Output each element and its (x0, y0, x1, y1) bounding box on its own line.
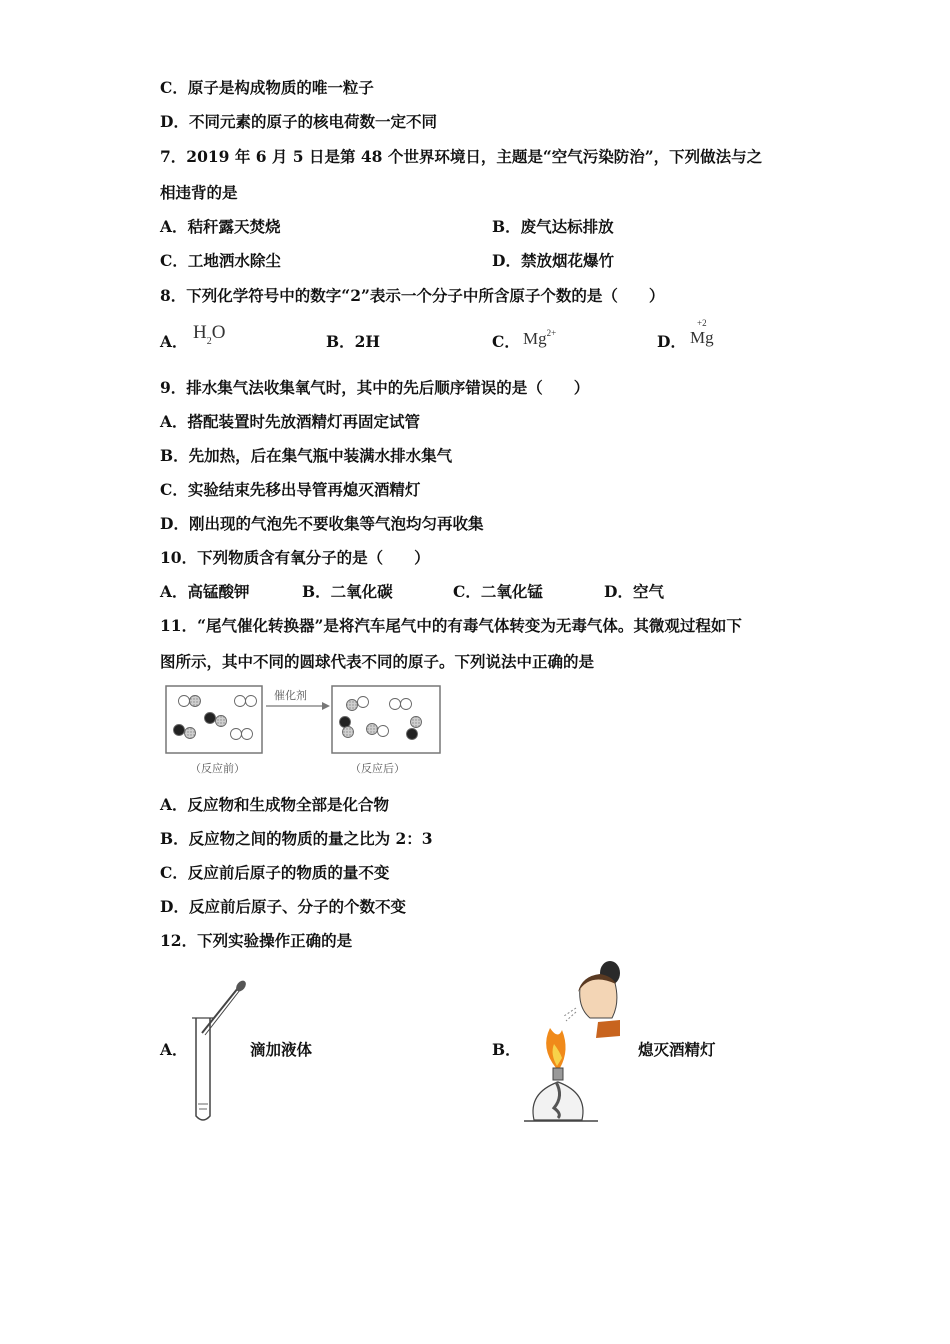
after-caption: （反应后） (350, 762, 405, 775)
catalyst-arrow (266, 688, 330, 710)
q8-d-main: Mg (690, 328, 714, 347)
q10-option-d: D．空气 (604, 582, 664, 601)
q8-option-c-formula (523, 328, 556, 349)
q9-option-a: A．搭配装置时先放酒精灯再固定试管 (160, 412, 421, 431)
q7-option-b: B．废气达标排放 (492, 217, 614, 236)
q11-option-d: D．反应前后原子、分子的个数不变 (160, 897, 406, 916)
q8-option-a-label: A． (160, 332, 188, 351)
q12-option-b-caption: 熄灭酒精灯 (638, 1040, 716, 1059)
q12-option-a-caption: 滴加液体 (250, 1040, 313, 1059)
q9-option-b: B．先加热，后在集气瓶中装满水排水集气 (160, 446, 453, 465)
before-box (166, 686, 262, 753)
q12-option-a-label: A． (160, 1040, 188, 1059)
q7-stem-line2: 相违背的是 (160, 183, 238, 202)
q11-option-b: B．反应物之间的物质的量之比为 2：3 (160, 829, 433, 848)
blowing-out-lamp-figure (520, 958, 635, 1128)
q8-stem: 8．下列化学符号中的数字“2”表示一个分子中所含原子个数的是（ ） (160, 286, 665, 305)
q8-c-main: Mg (523, 329, 547, 348)
q12-stem: 12．下列实验操作正确的是 (160, 931, 353, 950)
q8-option-a-formula (193, 322, 225, 347)
q8-a-main: H (193, 322, 207, 343)
q11-stem-line2: 图所示，其中不同的圆球代表不同的原子。下列说法中正确的是 (160, 652, 595, 671)
q11-option-a: A．反应物和生成物全部是化合物 (160, 795, 390, 814)
q8-c-superscript: 2+ (546, 328, 557, 338)
dropper-test-tube-figure (190, 978, 250, 1128)
q11-stem-line1: 11．“尾气催化转换器”是将汽车尾气中的有毒气体转变为无毒气体。其微观过程如下 (160, 616, 742, 635)
q9-stem: 9．排水集气法收集氧气时，其中的先后顺序错误的是（ ） (160, 378, 590, 397)
q7-stem-line1: 7．2019 年 6 月 5 日是第 48 个世界环境日，主题是“空气污染防治”，下列做法与之 (160, 147, 763, 166)
before-caption: （反应前） (190, 762, 245, 775)
q12-option-b-label: B． (492, 1040, 521, 1059)
q6-option-d: D．不同元素的原子的核电荷数一定不同 (160, 112, 437, 131)
q7-option-c: C．工地洒水除尘 (160, 251, 281, 270)
q10-option-b: B．二氧化碳 (302, 582, 393, 601)
q7-option-d: D．禁放烟花爆竹 (492, 251, 614, 270)
after-box (332, 686, 440, 753)
q6-option-c: C．原子是构成物质的唯一粒子 (160, 78, 374, 97)
q10-stem: 10．下列物质含有氧分子的是（ ） (160, 548, 430, 567)
q10-option-a: A．高锰酸钾 (160, 582, 250, 601)
q8-option-b: B．2H (326, 332, 381, 351)
q9-option-c: C．实验结束先移出导管再熄灭酒精灯 (160, 480, 421, 499)
catalyst-label: 催化剂 (274, 689, 307, 702)
q8-a-tail: O (211, 322, 226, 343)
q8-option-c-label: C． (492, 332, 520, 351)
q8-d-over-charge: +2 (697, 318, 707, 328)
q8-a-subscript: 2 (206, 336, 212, 347)
q7-option-a: A．秸秆露天焚烧 (160, 217, 281, 236)
q8-option-d-label: D． (657, 332, 686, 351)
reaction-diagram (160, 680, 450, 780)
q10-option-c: C．二氧化锰 (453, 582, 543, 601)
q11-option-c: C．反应前后原子的物质的量不变 (160, 863, 390, 882)
q9-option-d: D．刚出现的气泡先不要收集等气泡均匀再收集 (160, 514, 484, 533)
